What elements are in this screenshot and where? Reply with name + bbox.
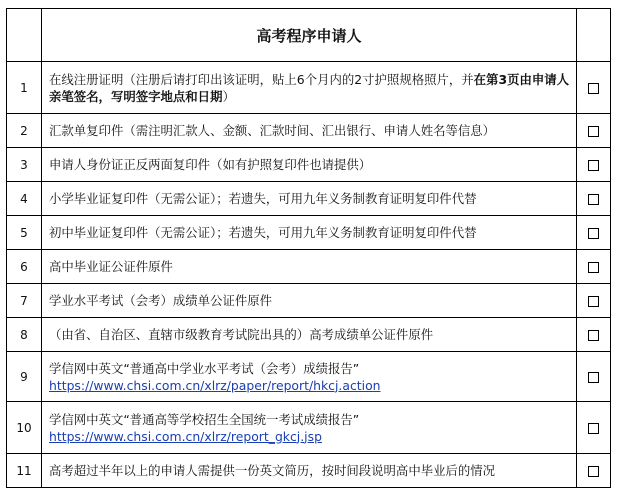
table-row	[7, 318, 611, 352]
table-row	[7, 284, 611, 318]
row-number: 2	[7, 114, 42, 148]
row-number: 11	[7, 454, 42, 488]
table-title: 高考程序申请人	[42, 9, 577, 62]
row-text-part: 学信网中英文“普通高中学业水平考试（会考）成绩报告”	[49, 360, 360, 376]
row-text	[42, 62, 577, 114]
checkbox[interactable]	[588, 423, 599, 434]
row-text-part: ）	[222, 88, 235, 104]
table-row	[7, 182, 611, 216]
checkbox[interactable]	[588, 262, 599, 273]
row-text: 初中毕业证复印件（无需公证）；若遗失，可用九年义务制教育证明复印件代替	[42, 216, 577, 250]
header-number-cell	[7, 9, 42, 62]
row-number: 5	[7, 216, 42, 250]
table-row	[7, 454, 611, 488]
checkbox[interactable]	[588, 466, 599, 477]
row-number: 9	[7, 352, 42, 402]
row-text	[42, 402, 577, 454]
row-number: 3	[7, 148, 42, 182]
row-text: 小学毕业证复印件（无需公证）；若遗失，可用九年义务制教育证明复印件代替	[42, 182, 577, 216]
table-row	[7, 114, 611, 148]
checkbox[interactable]	[588, 228, 599, 239]
checkbox[interactable]	[588, 160, 599, 171]
checkbox-cell	[577, 454, 611, 488]
checkbox-cell	[577, 318, 611, 352]
checkbox[interactable]	[588, 194, 599, 205]
row-text: 高中毕业证公证件原件	[42, 250, 577, 284]
row-text-part: 学信网中英文“普通高等学校招生全国统一考试成绩报告”	[49, 411, 360, 427]
table-header-row	[7, 9, 611, 62]
checkbox-cell	[577, 114, 611, 148]
checkbox-cell	[577, 284, 611, 318]
table-row	[7, 62, 611, 114]
table-row	[7, 148, 611, 182]
checkbox-cell	[577, 250, 611, 284]
checkbox[interactable]	[588, 372, 599, 383]
row-text: （由省、自治区、直辖市级教育考试院出具的）高考成绩单公证件原件	[42, 318, 577, 352]
row-text	[42, 352, 577, 402]
row-text-part: 在线注册证明（注册后请打印出该证明，贴上6个月内的2寸护照规格照片，并	[49, 71, 474, 87]
row-text: 申请人身份证正反两面复印件（如有护照复印件也请提供）	[42, 148, 577, 182]
checkbox-cell	[577, 182, 611, 216]
header-check-cell	[577, 9, 611, 62]
report-link[interactable]: https://www.chsi.com.cn/xlrz/paper/report/hkcj.action	[49, 377, 381, 393]
row-text-bold: 在第3页由申请人亲笔签名，写明签字地点和日期	[49, 71, 570, 104]
checkbox-cell	[577, 148, 611, 182]
row-text: 学业水平考试（会考）成绩单公证件原件	[42, 284, 577, 318]
table-row	[7, 352, 611, 402]
checklist-table	[6, 8, 611, 488]
row-number: 6	[7, 250, 42, 284]
row-number: 1	[7, 62, 42, 114]
checkbox[interactable]	[588, 296, 599, 307]
checkbox-cell	[577, 352, 611, 402]
checkbox[interactable]	[588, 126, 599, 137]
row-number: 10	[7, 402, 42, 454]
row-number: 8	[7, 318, 42, 352]
report-link[interactable]: https://www.chsi.com.cn/xlrz/report_gkcj.jsp	[49, 428, 322, 444]
checkbox[interactable]	[588, 83, 599, 94]
checkbox-cell	[577, 216, 611, 250]
checkbox-cell	[577, 62, 611, 114]
table-row	[7, 216, 611, 250]
row-text: 汇款单复印件（需注明汇款人、金额、汇款时间、汇出银行、申请人姓名等信息）	[42, 114, 577, 148]
checkbox[interactable]	[588, 330, 599, 341]
row-text: 高考超过半年以上的申请人需提供一份英文简历，按时间段说明高中毕业后的情况	[42, 454, 577, 488]
row-number: 4	[7, 182, 42, 216]
checkbox-cell	[577, 402, 611, 454]
table-row	[7, 402, 611, 454]
row-number: 7	[7, 284, 42, 318]
document-page	[6, 8, 611, 488]
table-row	[7, 250, 611, 284]
